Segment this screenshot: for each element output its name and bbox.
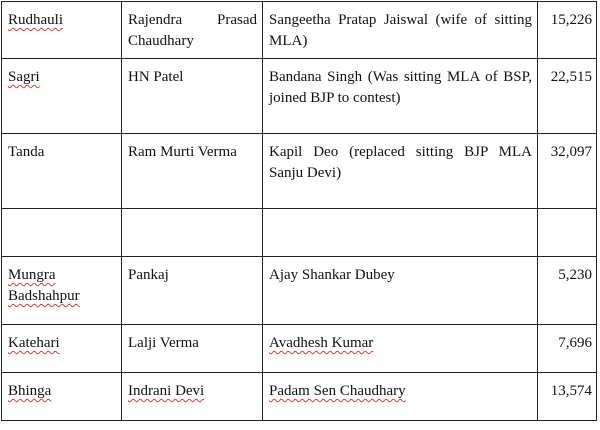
- table-row: [2, 134, 597, 209]
- cell-margin: 13,574: [538, 373, 597, 421]
- cell-constituency: Mungra Badshahpur: [2, 257, 122, 325]
- cell-margin: [538, 209, 597, 257]
- cell-opposition: [122, 209, 263, 257]
- cell-margin: 15,226: [538, 2, 597, 59]
- cell-candidate: Bandana Singh (Was sitting MLA of BSP, joined BJP to contest): [263, 59, 538, 134]
- table-row: [2, 373, 597, 421]
- cell-candidate: Padam Sen Chaudhary: [263, 373, 538, 421]
- results-table: [1, 1, 597, 421]
- cell-opposition: HN Patel: [122, 59, 263, 134]
- table-row: [2, 59, 597, 134]
- cell-margin: 32,097: [538, 134, 597, 209]
- table-row: [2, 325, 597, 373]
- cell-constituency: Katehari: [2, 325, 122, 373]
- cell-constituency: Tanda: [2, 134, 122, 209]
- cell-constituency: Rudhauli: [2, 2, 122, 59]
- cell-candidate: Ajay Shankar Dubey: [263, 257, 538, 325]
- table-row: [2, 2, 597, 59]
- cell-opposition: Ram Murti Verma: [122, 134, 263, 209]
- table-row: [2, 209, 597, 257]
- cell-opposition: Lalji Verma: [122, 325, 263, 373]
- cell-candidate: Avadhesh Kumar: [263, 325, 538, 373]
- cell-opposition: Rajendra Prasad Chaudhary: [122, 2, 263, 59]
- cell-margin: 22,515: [538, 59, 597, 134]
- cell-constituency: Bhinga: [2, 373, 122, 421]
- cell-margin: 7,696: [538, 325, 597, 373]
- cell-constituency: [2, 209, 122, 257]
- table-row: [2, 257, 597, 325]
- cell-candidate: Kapil Deo (replaced sitting BJP MLA Sanju Devi): [263, 134, 538, 209]
- cell-opposition: Indrani Devi: [122, 373, 263, 421]
- cell-candidate: [263, 209, 538, 257]
- cell-constituency: Sagri: [2, 59, 122, 134]
- cell-candidate: Sangeetha Pratap Jaiswal (wife of sitting MLA): [263, 2, 538, 59]
- cell-opposition: Pankaj: [122, 257, 263, 325]
- cell-margin: 5,230: [538, 257, 597, 325]
